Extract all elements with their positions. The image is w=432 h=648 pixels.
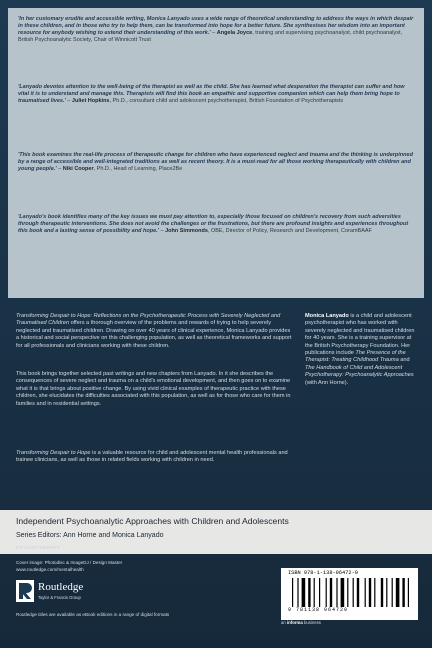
barcode-box (281, 568, 418, 620)
description-paragraph-1 (16, 313, 294, 350)
book-title-italic: Transforming Despair to Hope (16, 450, 91, 456)
credits (16, 560, 122, 573)
routledge-logo (16, 580, 134, 608)
endorsement-4: 'Lanyado's book identifies many of the key issues we must pay attention to, especially those focused on children's recovery from such adversities through therapeutic interventions. She does not avoid the challenges or the frustrations, but there are profound insights and experiences throughout this book and a lasting sense of possibility and hope.' – John Simmonds, OBE, Director of Policy, Research and Development, CoramBAAF (18, 214, 409, 234)
routledge-logo-icon (16, 580, 34, 602)
endorsement-quote: 'Lanyado's book identifies many of the key issues we must pay attention to, especially those focused on children's recovery from such adversities through therapeutic interventions. She does not avoid the challenges or the frustrations, but there are profound insights and experiences throughout this book and a lasting sense of possibility and hope.' (18, 214, 409, 234)
bio-text: and (398, 357, 410, 364)
endorsement-1: 'In her customary erudite and accessible writing, Monica Lanyado uses a wide range of theoretical understanding to address the ways in which despair in these children, and in those who try to help them, can be transformed into hope for a better future. She synthesises her wisdom into an important resource for anybody wishing to extend their understanding of this work.' – Angela Joyce, training and supervising psychoanalyst, child psychoanalyst, British Psychoanalytic Society, Chair of Winnicott Trust (18, 16, 414, 43)
bio-book-title: The Handbook of Child and Adolescent Psychotherapy: Psychoanalytic Approaches (305, 364, 414, 379)
cover-credit: Cover image: Photodisc & ImageDJ / Design Master (16, 560, 123, 565)
description-text: This book brings together selected past writings and new chapters from Lanyado. In it she describes the consequences of severe neglect and trauma on a child's emotional development, and then goes on to examine what it is that brings about positive change. By using vivid clinical examples of therapeutic practice with these children, she elucidates the difficulties associated with this population, as well as for those who care for them in families and in residential settings. (16, 371, 291, 407)
informa-brand: informa (286, 620, 303, 625)
category-label: PSYCHOTHERAPY (16, 545, 61, 550)
author-bio (305, 313, 417, 387)
endorsement-author: John Simmonds (165, 228, 208, 234)
informa-text: business (302, 620, 321, 625)
author-name: Monica Lanyado (305, 313, 349, 319)
publisher-name: Routledge (38, 581, 84, 593)
endorsement-quote: 'In her customary erudite and accessible writing, Monica Lanyado uses a wide range of theoretical understanding to address the ways in which despair in these children, and in those who try to help them, can be transformed into hope for a better future. She synthesises her wisdom into an important resource for anybody wishing to extend their understanding of this work.' (18, 16, 414, 36)
endorsement-affiliation: , OBE, Director of Policy, Research and Development, CoramBAAF (207, 228, 372, 234)
description-text: is a valuable resource for child and adolescent mental health professionals and trainee clinicians, as well as those in related fields working with children in need. (16, 450, 288, 464)
endorsement-affiliation: , Ph.D., consultant child and adolescent psychotherapist, British Foundation of Psychotherapists (109, 98, 344, 104)
endorsement-author: Niki Cooper (62, 166, 94, 172)
endorsement-quote: 'This book examines the real-life process of therapeutic change for children who have experienced neglect and trauma and the thinking is underpinned by a range of accessible and well-integrated traditions as well as recent theory. It is a must-read for all those working therapeutically with children and young people.' (18, 152, 413, 172)
series-editors: Series Editors: Ann Horne and Monica Lanyado (16, 532, 164, 539)
bio-text: (with Ann Horne). (305, 379, 349, 386)
informa-note (281, 620, 321, 625)
book-title-italic: Transforming Despair to Hope: Reflections on the Psychotherapeutic Process with Severely Neglected and Traumatised Children (16, 313, 281, 327)
bio-text: is a child and adolescent psychotherapist who has worked with severely neglected and traumatised children for 40 years. She is a training supervisor at the British Psychotherapy Foundation. Her publications include (305, 313, 415, 357)
bio-book-title: The Presence of the Therapist: Treating Childhood Trauma (305, 350, 406, 364)
endorsements-panel (8, 8, 424, 298)
ebook-note: Routledge titles are available as eBook editions in a range of digital formats (16, 612, 170, 617)
endorsement-author: Angela Joyce (216, 30, 253, 36)
publisher-url: www.routledge.com/mentalhealth (16, 566, 84, 572)
endorsement-author: Juliet Hopkins (71, 98, 110, 104)
series-bar (0, 510, 432, 554)
informa-text: an (281, 620, 287, 625)
endorsement-3: 'This book examines the real-life process of therapeutic change for children who have experienced neglect and trauma and the thinking is underpinned by a range of accessible and well-integrated traditions as well as recent theory. It is a must-read for all those working therapeutically with children and young people.' – Niki Cooper, Ph.D., Head of Learning, Place2Be (18, 152, 413, 172)
publisher-group: Taylor & Francis Group (38, 595, 81, 600)
description-paragraph-2 (16, 371, 294, 408)
endorsement-affiliation: , training and supervising psychoanalyst, child psychoanalyst, British Psychoanalytic Society, Chair of Winnicott Trust (18, 30, 403, 43)
description-paragraph-3 (16, 450, 294, 465)
description-text: offers a thorough overview of the problems and rewards of trying to help severely neglected and traumatised children. Drawing on over 40 years of clinical experience, Monica Lanyado provides a historical and social perspective on this challenging population, as well as theoretical frameworks and support for all professionals and clinicians working with these children. (16, 320, 292, 349)
series-title: Independent Psychoanalytic Approaches with Children and Adolescents (16, 516, 289, 526)
barcode-digits: 9 781138 064720 (288, 607, 414, 613)
endorsement-quote: 'Lanyado devotes attention to the well-being of the therapist as well as the child. She has learned what desperation the therapist can suffer and how vital it is to understand and manage this. Therapists will find this book an empathic and supportive companion which can help them bring hope to traumatised lives.' (18, 84, 405, 104)
isbn-label: ISBN 978-1-138-06472-0 (288, 570, 358, 576)
endorsement-affiliation: , Ph.D., Head of Learning, Place2Be (93, 166, 183, 172)
endorsement-2: 'Lanyado devotes attention to the well-being of the therapist as well as the child. She has learned what desperation the therapist can suffer and how vital it is to understand and manage this. Therapists will find this book an empathic and supportive companion which can help them bring hope to traumatised lives.' – Juliet Hopkins, Ph.D., consultant child and adolescent psychotherapist, British Foundation of Psychotherapists (18, 84, 405, 104)
